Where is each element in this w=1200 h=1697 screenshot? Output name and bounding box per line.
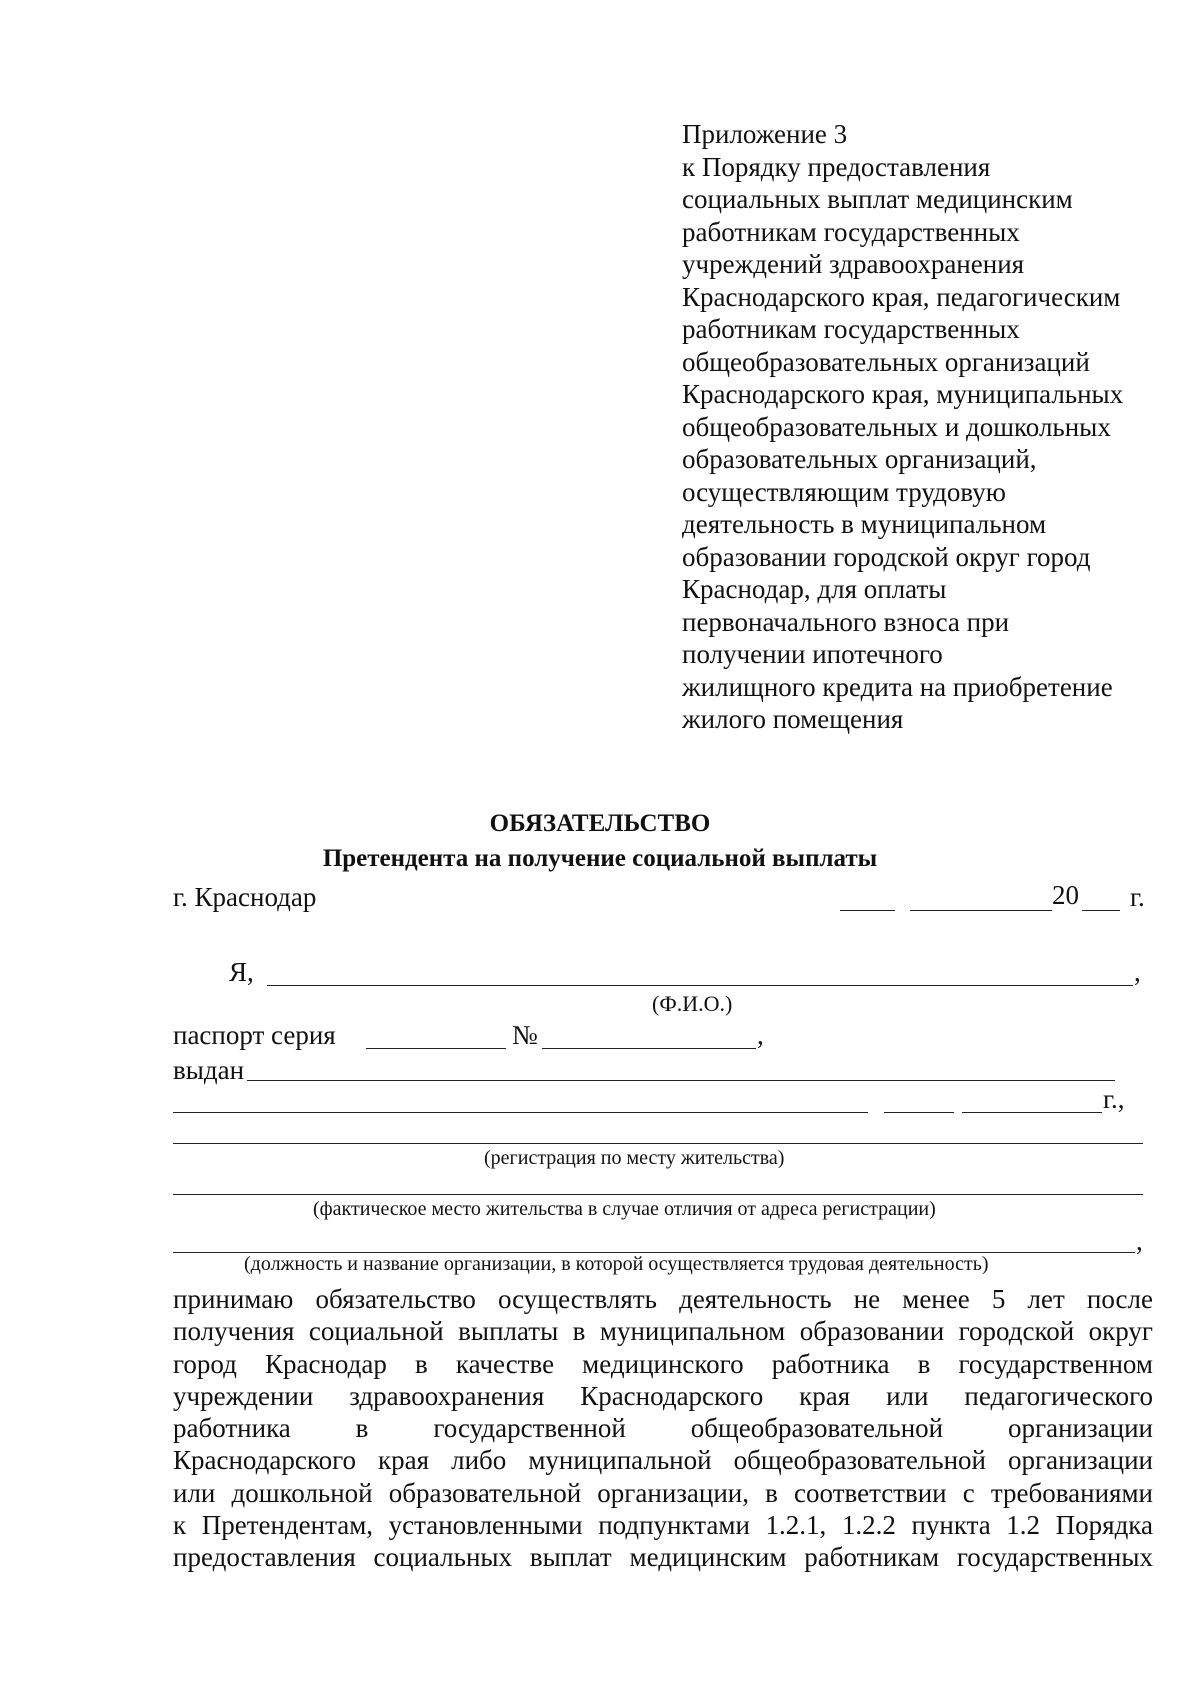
issued-by-continuation-line[interactable] xyxy=(173,1112,868,1113)
appendix-line: работникам государственных xyxy=(682,314,1020,344)
document-subtitle: Претендента на получение социальной выплаты xyxy=(322,845,878,872)
position-caption: (должность и название организации, в которой осуществляется трудовая деятельность) xyxy=(244,1253,989,1275)
appendix-line: к Порядку предоставления xyxy=(682,151,991,182)
paragraph-line: получения социальной выплаты в муниципальном образовании городской округ xyxy=(173,1316,1153,1347)
passport-number-field-line[interactable] xyxy=(542,1048,756,1049)
actual-address-caption: (фактическое место жительства в случае отличия от адреса регистрации) xyxy=(313,1198,936,1220)
year-blank-line xyxy=(1082,910,1120,911)
issued-month-blank-line[interactable] xyxy=(962,1112,1102,1113)
appendix-line: деятельность в муниципальном xyxy=(682,509,1047,539)
appendix-line: жилищного кредита на приобретение xyxy=(682,671,1113,702)
issued-by-label: выдан xyxy=(173,1055,245,1085)
appendix-line: общеобразовательных организаций xyxy=(682,346,1090,377)
appendix-line: работникам государственных xyxy=(682,216,1020,247)
paragraph-line: город Краснодар в качестве медицинского работника в государственном xyxy=(173,1348,1153,1379)
document-title: ОБЯЗАТЕЛЬСТВО xyxy=(489,810,711,837)
appendix-line: учреждений здравоохранения xyxy=(682,249,1025,279)
paragraph-line: работника в государственной общеобразовательной организации xyxy=(173,1413,1153,1444)
passport-series-field-line[interactable] xyxy=(366,1048,506,1049)
issued-date-suffix: г., xyxy=(1103,1084,1125,1114)
paragraph-line: или дошкольной образовательной организации, в соответствии с требованиями xyxy=(173,1477,1153,1508)
paragraph-line: принимаю обязательство осуществлять деятельность не менее 5 лет после xyxy=(173,1284,1153,1314)
appendix-line: общеобразовательных и дошкольных xyxy=(682,411,1111,442)
paragraph-line: к Претендентам, установленными подпунктами 1.2.1, 1.2.2 пункта 1.2 Порядка xyxy=(173,1510,1153,1541)
registration-caption: (регистрация по месту жительства) xyxy=(484,1147,785,1169)
ya-label: Я, xyxy=(229,957,254,987)
appendix-line: жилого помещения xyxy=(682,704,904,734)
position-line-comma: , xyxy=(1136,1226,1143,1256)
appendix-line: Краснодарского края, муниципальных xyxy=(682,379,1124,409)
issued-by-field-line[interactable] xyxy=(247,1080,1115,1081)
year-suffix: г. xyxy=(1130,882,1145,912)
actual-address-field-line[interactable] xyxy=(173,1194,1143,1195)
day-blank-line xyxy=(840,910,895,911)
appendix-line: первоначального взноса при xyxy=(682,606,1010,637)
city-label: г. Краснодар xyxy=(173,882,317,912)
fio-line-comma: , xyxy=(1134,957,1141,987)
appendix-line: Краснодар, для оплаты xyxy=(682,574,947,604)
passport-line-comma: , xyxy=(757,1020,764,1050)
appendix-line: осуществляющим трудовую xyxy=(682,476,1006,507)
appendix-line: образовательных организаций, xyxy=(682,444,1037,474)
year-prefix: 20 xyxy=(1052,880,1079,910)
registration-field-line[interactable] xyxy=(173,1143,1143,1144)
obligation-paragraph xyxy=(173,1283,1153,1574)
paragraph-line: учреждении здравоохранения Краснодарского края или педагогического xyxy=(173,1380,1153,1411)
paragraph-line: Краснодарского края либо муниципальной общеобразовательной организации xyxy=(173,1445,1153,1476)
appendix-line: получении ипотечного xyxy=(682,639,943,669)
passport-series-label: паспорт серия xyxy=(173,1020,336,1050)
passport-number-label: № xyxy=(512,1020,538,1050)
fio-field-line[interactable] xyxy=(267,985,1133,986)
appendix-line: образовании городской округ город xyxy=(682,541,1091,572)
appendix-line: Приложение 3 xyxy=(682,119,848,149)
paragraph-line: предоставления социальных выплат медицинским работникам государственных xyxy=(173,1542,1153,1573)
appendix-line: Краснодарского края, педагогическим xyxy=(682,281,1121,312)
appendix-block xyxy=(682,118,1162,736)
month-blank-line xyxy=(910,910,1052,911)
fio-caption: (Ф.И.О.) xyxy=(652,991,733,1016)
appendix-line: социальных выплат медицинским xyxy=(682,184,1073,214)
issued-day-blank-line[interactable] xyxy=(884,1112,954,1113)
